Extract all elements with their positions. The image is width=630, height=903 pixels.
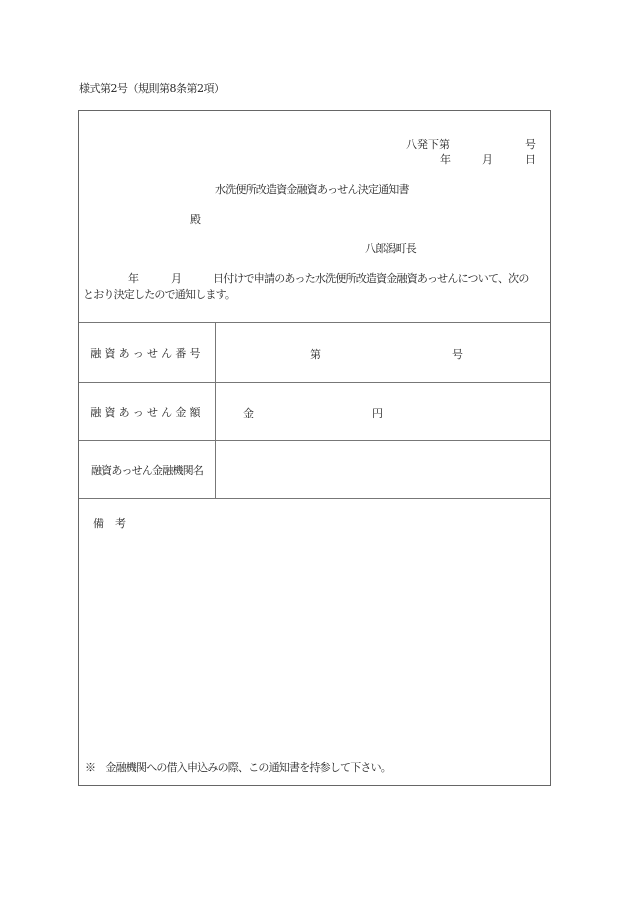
loan-number-prefix: 第 [310,348,321,361]
body-month: 月 [171,272,182,285]
addressee-suffix: 殿 [190,213,201,226]
date-day: 日 [525,153,536,166]
remarks-note: ※ 金融機関への借入申込みの際、この通知書を持参して下さい。 [85,761,391,774]
remarks-label: 備 考 [93,517,126,530]
body-line-2: とおり決定したので通知します。 [83,288,236,301]
column-divider [215,322,216,499]
document-title: 水洗便所改造資金融資あっせん決定通知書 [215,183,409,196]
loan-amount-label: 融資あっせん金額 [90,405,204,419]
loan-number-suffix: 号 [452,348,463,361]
body-year: 年 [128,272,139,285]
divider [79,498,550,499]
doc-number-suffix: 号 [525,138,536,151]
form-id: 様式第2号（規則第8条第2項） [79,82,225,95]
loan-amount-suffix: 円 [372,407,383,420]
notice-frame [78,110,551,786]
loan-number-label: 融資あっせん番号 [90,346,204,360]
body-line-1: 日付けで申請のあった水洗便所改造資金融資あっせんについて、次の [213,272,529,285]
date-year: 年 [440,153,451,166]
remarks-field[interactable] [83,531,548,751]
date-month: 月 [482,153,493,166]
issuer: 八郎潟町長 [365,242,416,255]
doc-number-prefix: 八発下第 [406,138,450,151]
loan-amount-prefix: 金 [243,407,254,420]
financial-institution-field[interactable] [217,441,550,498]
financial-institution-label: 融資あっせん金融機関名 [90,463,204,477]
